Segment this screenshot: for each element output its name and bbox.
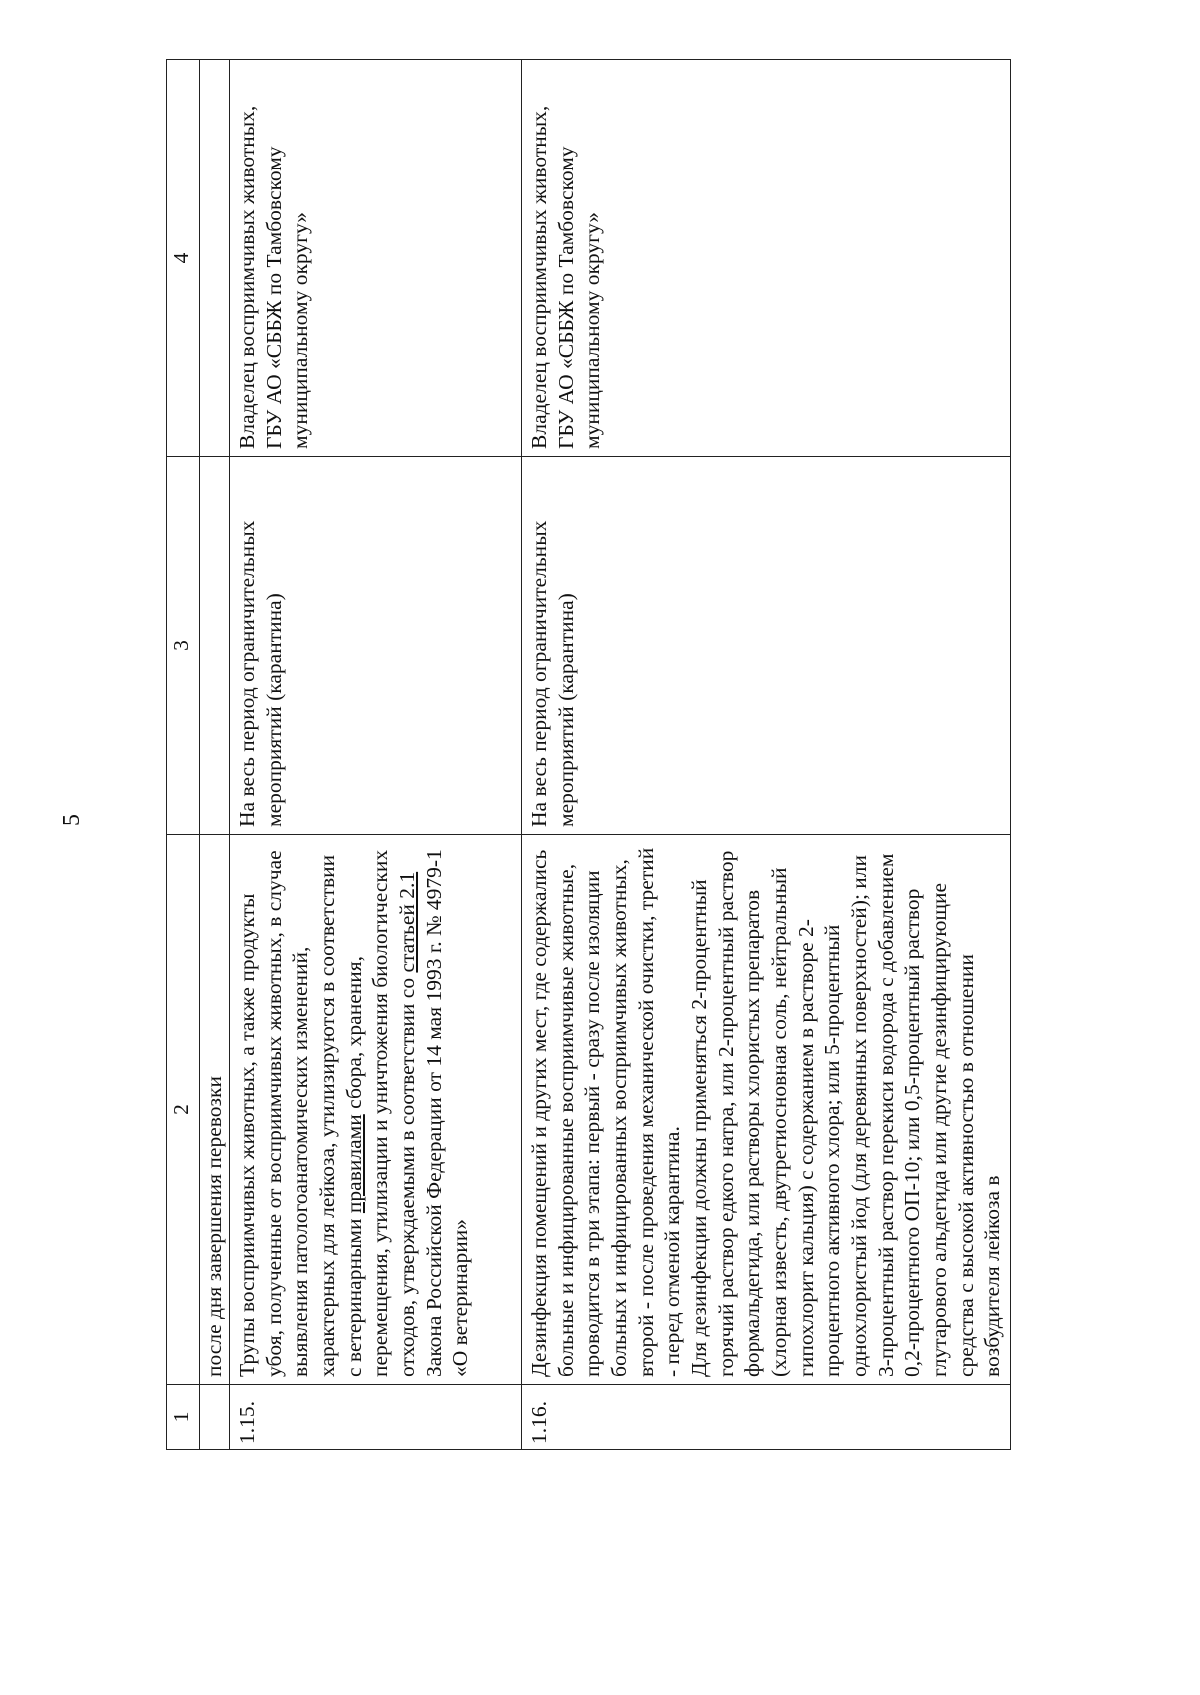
continuation-empty-cell: [200, 457, 230, 835]
measure-cell: [230, 835, 522, 1385]
header-cell: 1: [167, 1385, 200, 1450]
responsible-cell: Владелец восприимчивых животных, ГБУ АО «СББЖ по Тамбовскому муниципальному округу»: [522, 60, 1011, 457]
rules-link[interactable]: правилами: [341, 1114, 366, 1214]
measure-paragraph: Дезинфекция помещений и других мест, где содержались больные и инфицированные восприимчивые животные, проводится в три этапа: первый - сразу после изоляции больных и инфицированных восприимчивых животных, второй - после проведения механической очистки, третий - перед отменой карантина.: [527, 847, 685, 1377]
measure-text: Трупы восприимчивых животных, а также продукты убоя, полученные от восприимчивых животных, в случае выявления патологоанатомических изменений, характерных для лейкоза, утилизируются в соответствии с ветеринарными: [235, 850, 366, 1377]
table-row: [522, 60, 1011, 1450]
continuation-empty-cell: [200, 60, 230, 457]
page-number: 5: [58, 814, 85, 826]
measure-text: сбора, хранения, перемещения, утилизации и уничтожения биологических отходов, утверждаемыми в соответствии со: [341, 849, 419, 1377]
table-row: [230, 60, 522, 1450]
article-link[interactable]: статьей 2.1: [394, 871, 419, 973]
continuation-empty-cell: [200, 1385, 230, 1450]
row-number: 1.15.: [230, 1385, 522, 1450]
period-cell: На весь период ограничительных мероприятий (карантина): [230, 457, 522, 835]
header-cell: 2: [167, 835, 200, 1385]
measure-text: Закона Российской Федерации от 14 мая 1993 г. № 4979-1 «О ветеринарии»: [421, 849, 473, 1377]
measure-cell: [522, 835, 1011, 1385]
continuation-cell: после дня завершения перевозки: [200, 835, 230, 1385]
measures-table: [166, 59, 1011, 1450]
continuation-row: [200, 60, 230, 1450]
measure-paragraph: Для дезинфекции должны применяться 2-процентный горячий раствор едкого натра, или 2-процентный раствор формальдегида, или растворы хлористых препаратов (хлорная известь, двутретиосновная соль, нейтральный гипохлорит кальция) с содержанием в растворе 2-процентного активного хлора; или 5-процентный однохлористый йод (для деревянных поверхностей); или 3-процентный раствор перекиси водорода с добавлением 0,2-процентного ОП-10; или 0,5-процентный раствор глутарового альдегида или другие дезинфицирующие средства с высокой активностью в отношении возбудителя лейкоза в: [686, 850, 1005, 1377]
header-cell: 4: [167, 60, 200, 457]
period-cell: На весь период ограничительных мероприятий (карантина): [522, 457, 1011, 835]
header-cell: 3: [167, 457, 200, 835]
row-number: 1.16.: [522, 1385, 1011, 1450]
rotated-table-container: [166, 60, 1056, 1450]
responsible-cell: Владелец восприимчивых животных, ГБУ АО «СББЖ по Тамбовскому муниципальному округу»: [230, 60, 522, 457]
header-row: [167, 60, 200, 1450]
